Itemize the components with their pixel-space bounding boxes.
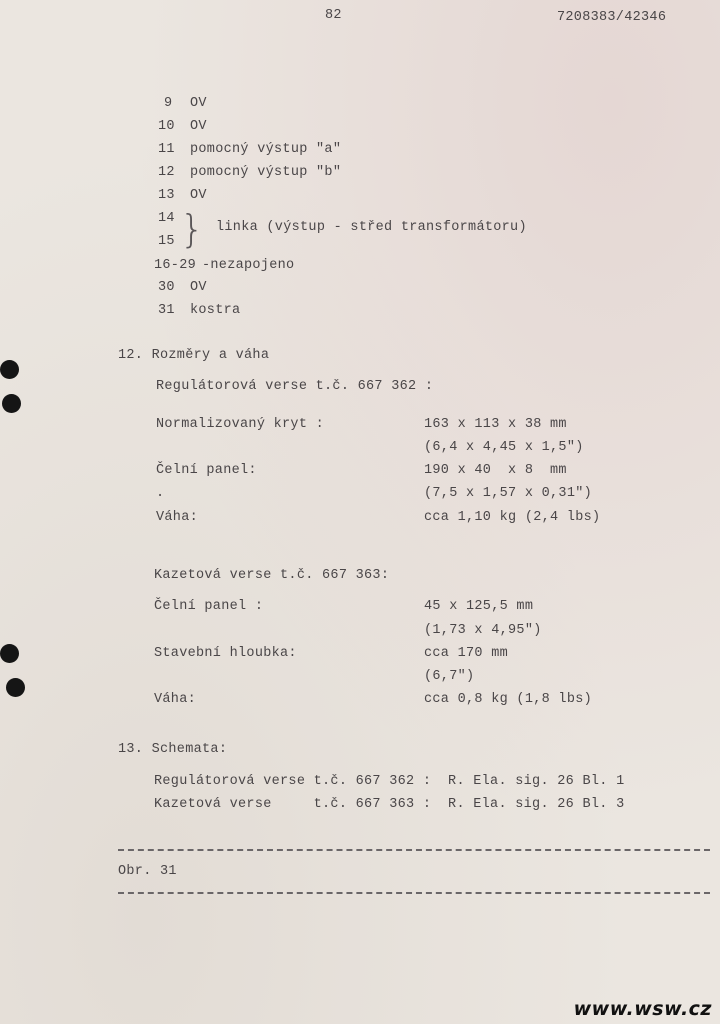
spec-label: Normalizovaný kryt :: [156, 417, 325, 432]
pin-label: pomocný výstup "a": [190, 142, 342, 157]
watermark: www.wsw.cz: [573, 998, 712, 1020]
spec-value: cca 1,10 kg (2,4 lbs): [424, 510, 601, 525]
schematic-line: Regulátorová verse t.č. 667 362 : R. Ela. sig. 26 Bl. 1: [154, 774, 625, 789]
spec-label: .: [156, 486, 165, 501]
spec-label: Váha:: [156, 510, 199, 525]
pin-label: kostra: [190, 303, 241, 318]
pin-label: OV: [190, 280, 207, 295]
spec-value: 163 x 113 x 38 mm: [424, 417, 567, 432]
dashed-divider: [118, 849, 710, 851]
spec-value: 45 x 125,5 mm: [424, 599, 534, 614]
dashed-divider: [118, 892, 710, 894]
spec-value: (6,4 x 4,45 x 1,5"): [424, 440, 584, 455]
spec-label: Váha:: [154, 692, 197, 707]
pin-number: 15: [158, 234, 175, 249]
pin-label: -nezapojeno: [202, 258, 295, 273]
pin-number: 14: [158, 211, 175, 226]
pin-label: pomocný výstup "b": [190, 165, 342, 180]
spec-value: (7,5 x 1,57 x 0,31"): [424, 486, 593, 501]
punch-hole: [0, 644, 19, 663]
spec-value: (1,73 x 4,95"): [424, 623, 542, 638]
pin-number: 11: [158, 142, 175, 157]
spec-value: cca 170 mm: [424, 646, 509, 661]
spec-label: Stavební hloubka:: [154, 646, 297, 661]
cassette-version-heading: Kazetová verse t.č. 667 363:: [154, 568, 390, 583]
punch-hole: [0, 360, 19, 379]
brace-icon: }: [180, 207, 205, 251]
spec-value: 190 x 40 x 8 mm: [424, 463, 567, 478]
pin-label: OV: [190, 188, 207, 203]
document-number: 7208383/42346: [557, 10, 667, 25]
pin-label: OV: [190, 96, 207, 111]
schematic-line: Kazetová verse t.č. 667 363 : R. Ela. sig. 26 Bl. 3: [154, 797, 625, 812]
spec-value: (6,7"): [424, 669, 475, 684]
pin-number: 13: [158, 188, 175, 203]
spec-label: Čelní panel :: [154, 599, 264, 614]
pin-number: 30: [158, 280, 175, 295]
punch-hole: [2, 394, 21, 413]
page-number: 82: [325, 8, 342, 23]
regulator-version-heading: Regulátorová verse t.č. 667 362 :: [156, 379, 434, 394]
spec-value: cca 0,8 kg (1,8 lbs): [424, 692, 593, 707]
pin-number: 16-29: [154, 258, 197, 273]
pin-label: OV: [190, 119, 207, 134]
pin-number: 10: [158, 119, 175, 134]
pin-number: 12: [158, 165, 175, 180]
pin-brace-label: linka (výstup - střed transformátoru): [216, 220, 527, 235]
section-title: 12. Rozměry a váha: [118, 348, 270, 363]
pin-number: 31: [158, 303, 175, 318]
spec-label: Čelní panel:: [156, 463, 257, 478]
section-title: 13. Schemata:: [118, 742, 228, 757]
punch-hole: [6, 678, 25, 697]
pin-number: 9: [164, 96, 173, 111]
figure-caption: Obr. 31: [118, 864, 177, 879]
